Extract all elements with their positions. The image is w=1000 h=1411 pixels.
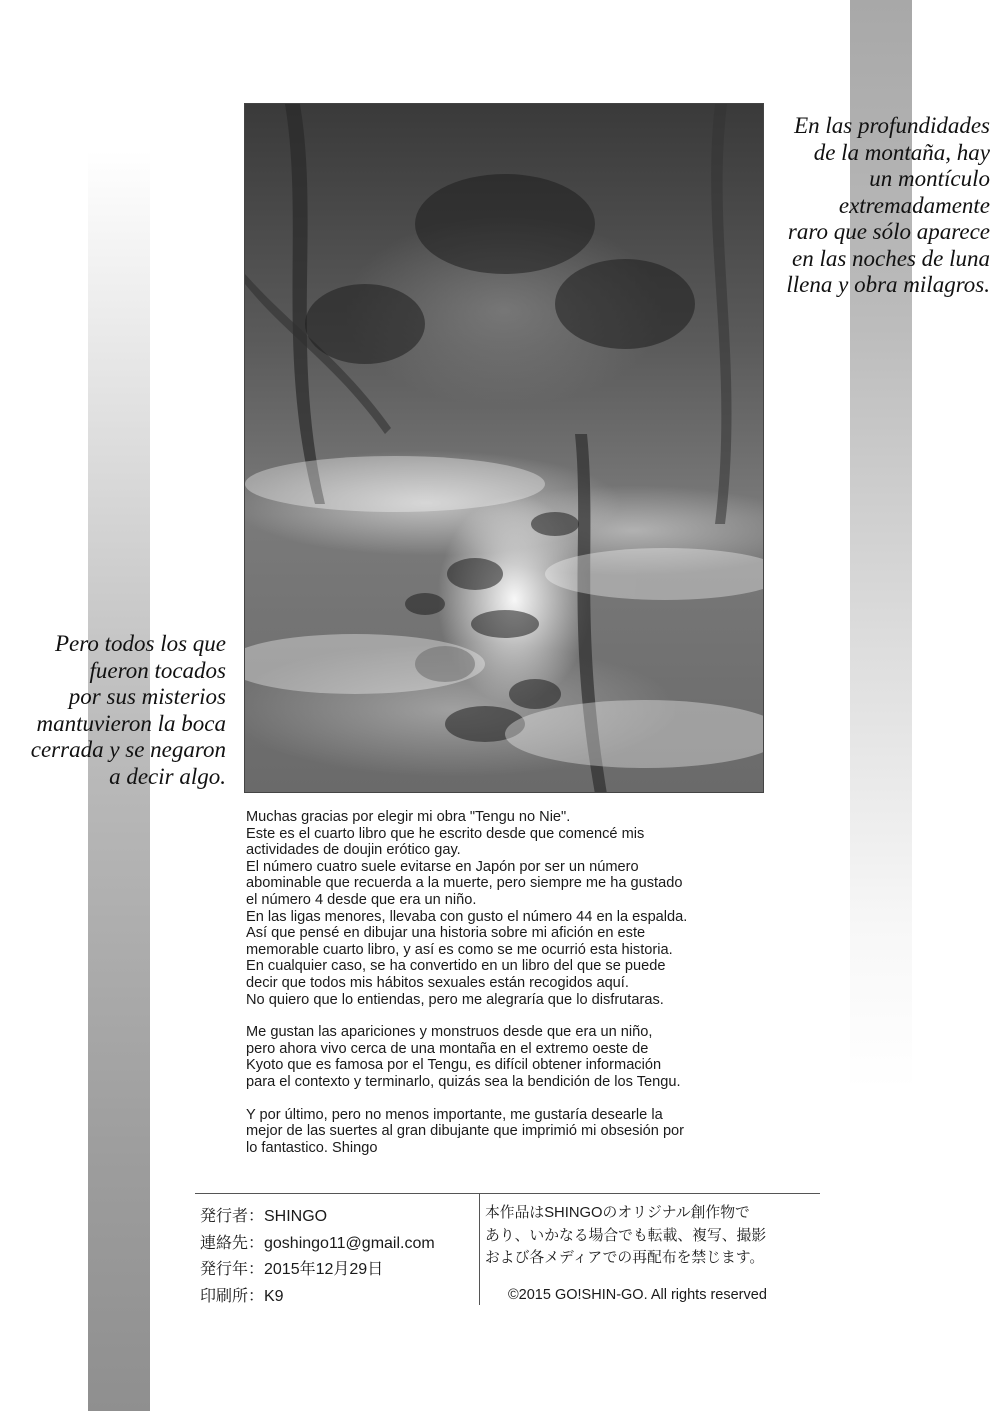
afterword-line: memorable cuarto libro, y así es como se me ocurrió esta historia. bbox=[246, 941, 673, 958]
poem-line: a decir algo. bbox=[109, 763, 226, 789]
poem-line: Pero todos los que bbox=[55, 631, 226, 656]
printer: 印刷所：K9 bbox=[200, 1287, 284, 1305]
poem-line: fueron tocados bbox=[89, 657, 226, 683]
afterword-line: Me gustan las apariciones y monstruos desde que era un niño, bbox=[246, 1024, 653, 1041]
afterword-paragraph bbox=[246, 1024, 846, 1090]
afterword-line: Así que pensé en dibujar una historia sobre mi afición en este bbox=[246, 925, 646, 942]
afterword-line: Kyoto que es famosa por el Tengu, es difícil obtener información bbox=[246, 1057, 662, 1074]
notice-line: あり、いかなる場合でも転載、複写、撮影 bbox=[485, 1227, 767, 1244]
afterword-line: En cualquier caso, se ha convertido en un libro del que se puede bbox=[246, 958, 666, 975]
colophon-divider bbox=[479, 1193, 480, 1305]
afterword-line: En las ligas menores, llevaba con gusto el número 44 en la espalda. bbox=[246, 908, 688, 925]
copyright-line: ©2015 GO!SHIN-GO. All rights reserved bbox=[508, 1287, 767, 1303]
colophon-info bbox=[200, 1203, 470, 1309]
poem-line: en las noches de luna bbox=[791, 245, 990, 271]
colophon-top-rule bbox=[195, 1193, 820, 1194]
poem-line: raro que sólo aparece bbox=[787, 219, 990, 244]
afterword-line: pero ahora vivo cerca de una montaña en el extremo oeste de bbox=[246, 1040, 649, 1057]
forest-illustration bbox=[244, 103, 764, 793]
afterword-line: lo fantastico. Shingo bbox=[246, 1139, 378, 1156]
poem-line: por sus misterios bbox=[68, 684, 226, 709]
afterword-line: actividades de doujin erótico gay. bbox=[246, 842, 461, 859]
afterword-line: No quiero que lo entiendas, pero me alegraría que lo disfrutaras. bbox=[246, 991, 664, 1008]
poem-line: de la montaña, hay bbox=[813, 139, 990, 165]
afterword-line: Y por último, pero no menos importante, me gustaría desearle la bbox=[246, 1106, 663, 1123]
afterword-text bbox=[246, 809, 846, 1172]
copyright-notice bbox=[485, 1202, 820, 1270]
afterword-line: decir que todos mis hábitos sexuales están recogidos aquí. bbox=[246, 974, 629, 991]
poem-line: mantuvieron la boca bbox=[36, 710, 226, 736]
poem-line: En las profundidades bbox=[794, 113, 990, 138]
notice-line: 本作品はSHINGOのオリジナル創作物で bbox=[485, 1205, 750, 1221]
poem-left bbox=[12, 631, 226, 790]
publication-date: 発行年：2015年12月29日 bbox=[200, 1261, 384, 1278]
afterword-line: Este es el cuarto libro que he escrito desde que comencé mis bbox=[246, 825, 645, 842]
publisher: 発行者：SHINGO bbox=[200, 1208, 328, 1225]
poem-line: un montículo bbox=[869, 166, 990, 191]
afterword-line: abominable que recuerda a la muerte, pero siempre me ha gustado bbox=[246, 875, 683, 892]
notice-line: および各メディアでの再配布を禁じます。 bbox=[485, 1250, 765, 1266]
poem-line: extremadamente bbox=[838, 192, 990, 218]
poem-line: cerrada y se negaron bbox=[30, 737, 226, 762]
afterword-line: para el contexto y terminarlo, quizás sea la bendición de los Tengu. bbox=[246, 1073, 681, 1090]
afterword-paragraph bbox=[246, 809, 846, 1008]
afterword-line: Muchas gracias por elegir mi obra "Tengu no Nie". bbox=[246, 809, 571, 825]
contact-email: 連絡先：goshingo11@gmail.com bbox=[200, 1234, 435, 1252]
afterword-paragraph bbox=[246, 1107, 846, 1157]
afterword-line: El número cuatro suele evitarse en Japón por ser un número bbox=[246, 858, 639, 875]
poem-right bbox=[764, 113, 990, 299]
afterword-line: mejor de las suertes al gran dibujante que imprimió mi obsesión por bbox=[246, 1123, 685, 1140]
forest-trees bbox=[245, 104, 764, 793]
afterword-line: el número 4 desde que era un niño. bbox=[246, 891, 477, 908]
poem-line: llena y obra milagros. bbox=[786, 272, 990, 297]
